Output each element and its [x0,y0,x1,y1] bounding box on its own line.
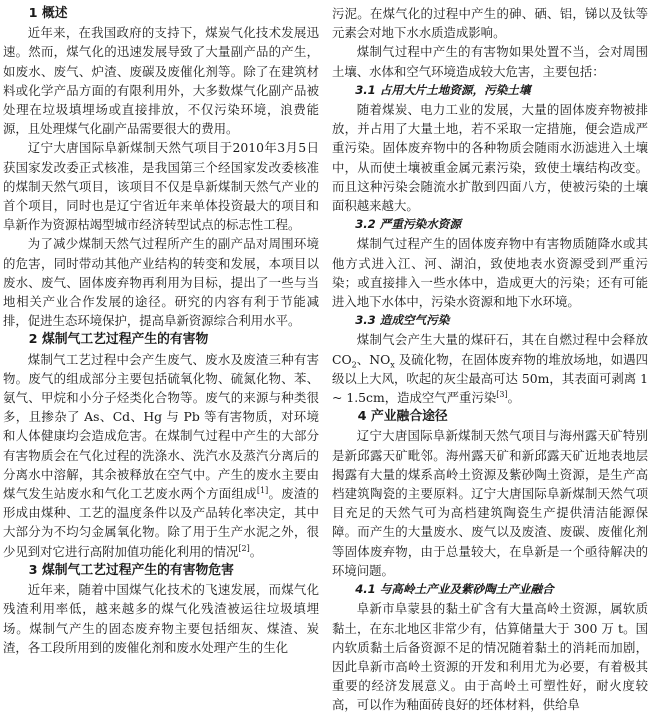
section-1-paragraph-3: 为了减少煤制天然气过程所产生的副产品对周围环境的危害，同时带动其他产业结构的转变和发展，本项目以废水、废气、固体废弃物再利用为目标，提出了一些与当地相关产业合作发展的途径。研究的内容有利于节能减排，促进生态环境保护，提高阜新资源综合利用水平。 [3,236,319,329]
citation-2: [2] [238,543,250,553]
section-3-2-paragraph: 煤制气过程产生的固体废弃物中有害物质随降水或其他方式进入江、河、湖泊，致使地表水资源受到严重污染；或直接排入一些水体中，造成更大的污染；还有可能进入地下水体中，污染水资源和地下水环境。 [332,236,648,310]
citation-1: [1] [256,485,269,495]
section-3-1-heading: 3.1 占用大片土地资源，污染土壤 [355,82,531,97]
section-2-heading: 2 煤制气工艺过程产生的有害物 [28,332,209,348]
section-3-paragraph-1-continued: 污泥。在煤气化的过程中产生的砷、硒、铝，锑以及钛等元素会对地下水水质造成影响。 [332,6,648,41]
section-4-heading: 4 产业融合途径 [357,409,448,425]
co2-subscript: 2 [351,360,357,370]
section-2-text-part-3: 。 [249,543,263,559]
section-1-heading: 1 概述 [28,6,68,21]
left-column [3,4,320,655]
section-4-1-heading: 4.1 与高岭土产业及紫砂陶土产业融合 [355,582,554,597]
section-2-text-part-2: 。废渣的形成由煤种、工艺的温度条件以及产品转化率决定，其中大部分为不均匀金属氧化物。除了用于生产水泥之外，很少见到对它进行高附加值功能化利用的情况 [3,486,320,559]
section-3-paragraph-1: 近年来，随着中国煤气化技术的飞速发展，而煤气化残渣利用率低，越来越多的煤气化残渣被运往垃圾填埋场。煤制气产生的固态废弃物主要包括细灰、煤渣、炭渣，各工段所用到的废催化剂和废水处理产生的生化 [3,582,319,655]
section-4-1-paragraph: 阜新市阜蒙县的黏土矿含有大量高岭土资源，属软质黏土，在东北地区非常少有，估算储量大于 300 万 t。国内软质黏土后备资源不足的情况随着黏土的消耗而加剧，因此阜新市高岭土资源的开发和利用尤为必要，有着极其重要的经济发展意义。由于高岭土可塑性好，耐火度较高，可以作为釉面砖良好的坯体材料，供给阜 [332,601,648,713]
section-3-3-text-part-3: 及硫化物，在固体废弃物的堆放场地，如遇四级以上大风，吹起的灰尘最高可达 50m，其表面可剥离 1 ~ 1.5cm，造成空气严重污染 [332,351,648,406]
section-3-3-paragraph [332,330,648,407]
section-1-paragraph-2: 辽宁大唐国际阜新煤制天然气项目于2010年3月5日获国家发改委正式核准，是我国第三个经国家发改委核准的煤制天然气项目，该项目不仅是阜新煤制天然气产业的首个项目，同时也是辽宁省近年来单体投资最大的项目和阜新作为资源枯竭型城市经济转型试点的标志性工程。 [3,140,319,233]
section-3-2-heading: 3.2 严重污染水资源 [355,217,461,232]
nox-subscript: x [390,360,395,370]
section-3-1-paragraph: 随着煤炭、电力工业的发展，大量的固体废弃物被排放，并占用了大量土地，若不采取一定措施，便会造成严重污染。固体废弃物中的各种物质会随雨水沥滤进入土壤中，从而使土壤被重金属元素污染，致使土壤结构改变。而且这种污染会随流水扩散到四面八方，使被污染的土壤面积越来越大。 [332,102,648,214]
section-2-paragraph [3,350,319,561]
section-3-3-text-part-2: 、NO [356,351,391,367]
section-1-paragraph-1: 近年来，在我国政府的支持下，煤炭气化技术发展迅速。然而，煤气化的迅速发展导致了大量副产品的产生，如废水、废气、炉渣、废碳及废催化剂等。除了在建筑材料或化学产品方面的有限利用外，大多数煤气化副产品被处理在垃圾填埋场或直接排放，不仅污染环境，浪费能源，且处理煤气化副产品需要很大的费用。 [3,25,319,137]
right-column [332,4,648,713]
section-2-text-part-1: 煤制气工艺过程中会产生废气、废水及废渣三种有害物。废气的组成部分主要包括硫氧化物、硫氮化物、苯、氨气、甲烷和小分子烃类化合物等。废气的来源与种类很多，且掺杂了 As、Cd、Hg 与 Pb 等有害物质，对环境和人体健康均会造成危害。在煤制气过程中产生的大部分有害物质会在气化过程的洗涤水、洗汽水及蒸汽分离后的分离水中溶解，其余被释放在空气中。产生的废水主要由煤气发生站废水和气化工艺废水两个方面组成 [3,351,319,502]
citation-3: [3] [496,389,508,399]
section-3-3-text-part-1: 煤制气会产生大量的煤矸石，其在自燃过程中会释放 CO [332,332,648,367]
section-3-3-text-part-4: 。 [507,390,520,406]
section-3-heading: 3 煤制气工艺过程产生的有害物危害 [28,562,234,578]
section-3-paragraph-2: 煤制气过程中产生的有害物如果处置不当，会对周围土壤、水体和空气环境造成较大危害，主要包括： [332,44,648,79]
section-3-3-heading: 3.3 造成空气污染 [355,313,450,328]
section-4-paragraph: 辽宁大唐国际阜新煤制天然气项目与海州露天矿特别是新邱露天矿毗邻。海州露天矿和新邱露天矿近地表地层揭露有大量的煤系高岭土资源及紫砂陶土资源，是生产高档建筑陶瓷的主要原料。辽宁大唐国际阜新煤制天然气项目充足的天然气可为高档建筑陶瓷生产提供清洁能源保障。而产生的大量废水、废气以及废渣、废碳、废催化剂等固体废弃物，由于总量较大，在阜新是一个亟待解决的环境问题。 [332,428,648,578]
